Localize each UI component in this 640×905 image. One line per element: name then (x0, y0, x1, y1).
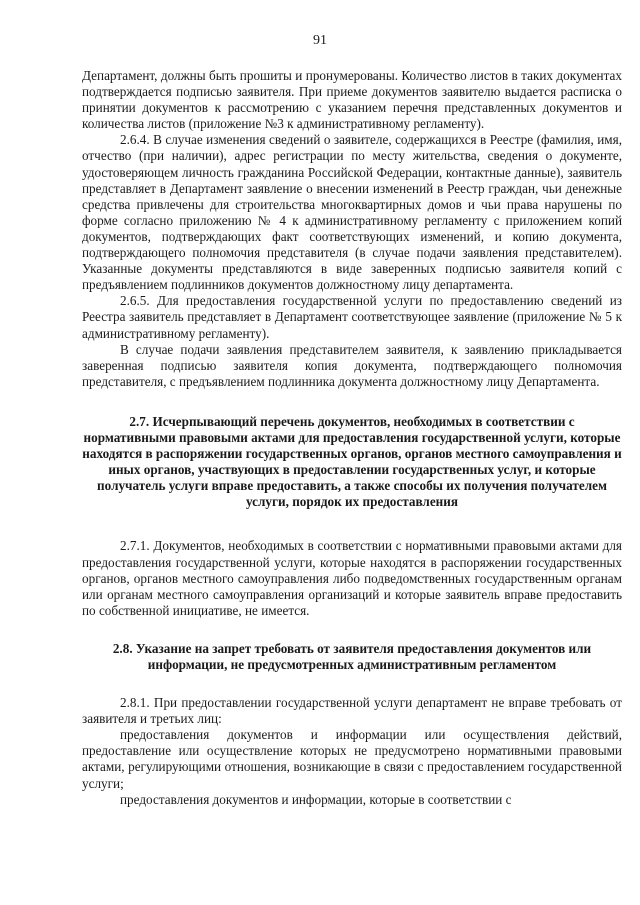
spacer (82, 673, 622, 695)
spacer (82, 619, 622, 641)
page-number: 91 (313, 33, 327, 48)
paragraph-2-6-4: 2.6.4. В случае изменения сведений о заявителе, содержащихся в Реестре (фамилия, имя, отчество (при наличии), адрес регистрации по месту жительства, сведения о документе, удостоверяющем личность гражданина Российской Федерации, контактные данные), заявитель представляет в Департамент заявление о внесении изменений в Реестр граждан, чьи денежные средства привлечены для строительства многоквартирных домов и чьи права нарушены по форме согласно приложению № 4 к административному регламенту с приложением копий документов, подтверждающих факт соответствующих изменений, и копию документа, подтверждающего полномочия представителя (в случае подачи заявления представителем). Указанные документы представляются в виде заверенных подписью заявителя копий с предъявлением подлинников документов должностному лицу департамента. (82, 132, 622, 293)
spacer (82, 390, 622, 414)
section-heading-2-7: 2.7. Исчерпывающий перечень документов, необходимых в соответствии с нормативными правовыми актами для предоставления государственной услуги, которые находятся в распоряжении государственных органов, органов местного самоуправления и иных органов, участвующих в предоставлении государственных услуг, и которые получатель услуги вправе предоставить, а также способы их получения получателем услуги, порядок их предоставления (82, 413, 622, 510)
page-content (82, 68, 622, 808)
paragraph-intro: Департамент, должны быть прошиты и пронумерованы. Количество листов в таких документах подтверждается подписью заявителя. При приеме документов заявителю выдается расписка о принятии документов к рассмотрению с указанием перечня представленных документов и количества листов (приложение №3 к административному регламенту). (82, 68, 622, 132)
paragraph-2-7-1: 2.7.1. Документов, необходимых в соответствии с нормативными правовыми актами для предоставления государственной услуги, которые находятся в распоряжении государственных органов, органов местного самоуправления либо подведомственных государственным органам или органам местного самоуправления организаций и которые заявитель вправе предоставить по собственной инициативе, не имеется. (82, 538, 622, 618)
paragraph-2-6-5-representative: В случае подачи заявления представителем заявителя, к заявлению прикладывается заверенная подписью заявителя копия документа, подтверждающего полномочия представителя, с предъявлением подлинника документа должностному лицу Департамента. (82, 341, 622, 389)
paragraph-2-8-1-item-a: предоставления документов и информации или осуществления действий, предоставление или осуществление которых не предусмотрено нормативными правовыми актами, регулирующими отношения, возникающие в связи с предоставлением государственной услуги; (82, 727, 622, 791)
paragraph-2-6-5: 2.6.5. Для предоставления государственной услуги по предоставлению сведений из Реестра заявитель представляет в Департамент соответствующее заявление (приложение № 5 к административному регламенту). (82, 293, 622, 341)
paragraph-2-8-1: 2.8.1. При предоставлении государственной услуги департамент не вправе требовать от заявителя и третьих лиц: (82, 695, 622, 727)
section-heading-2-8: 2.8. Указание на запрет требовать от заявителя предоставления документов или информации, не предусмотренных административным регламентом (112, 640, 592, 672)
paragraph-2-8-1-item-b: предоставления документов и информации, которые в соответствии с (120, 791, 512, 807)
spacer (82, 510, 622, 538)
